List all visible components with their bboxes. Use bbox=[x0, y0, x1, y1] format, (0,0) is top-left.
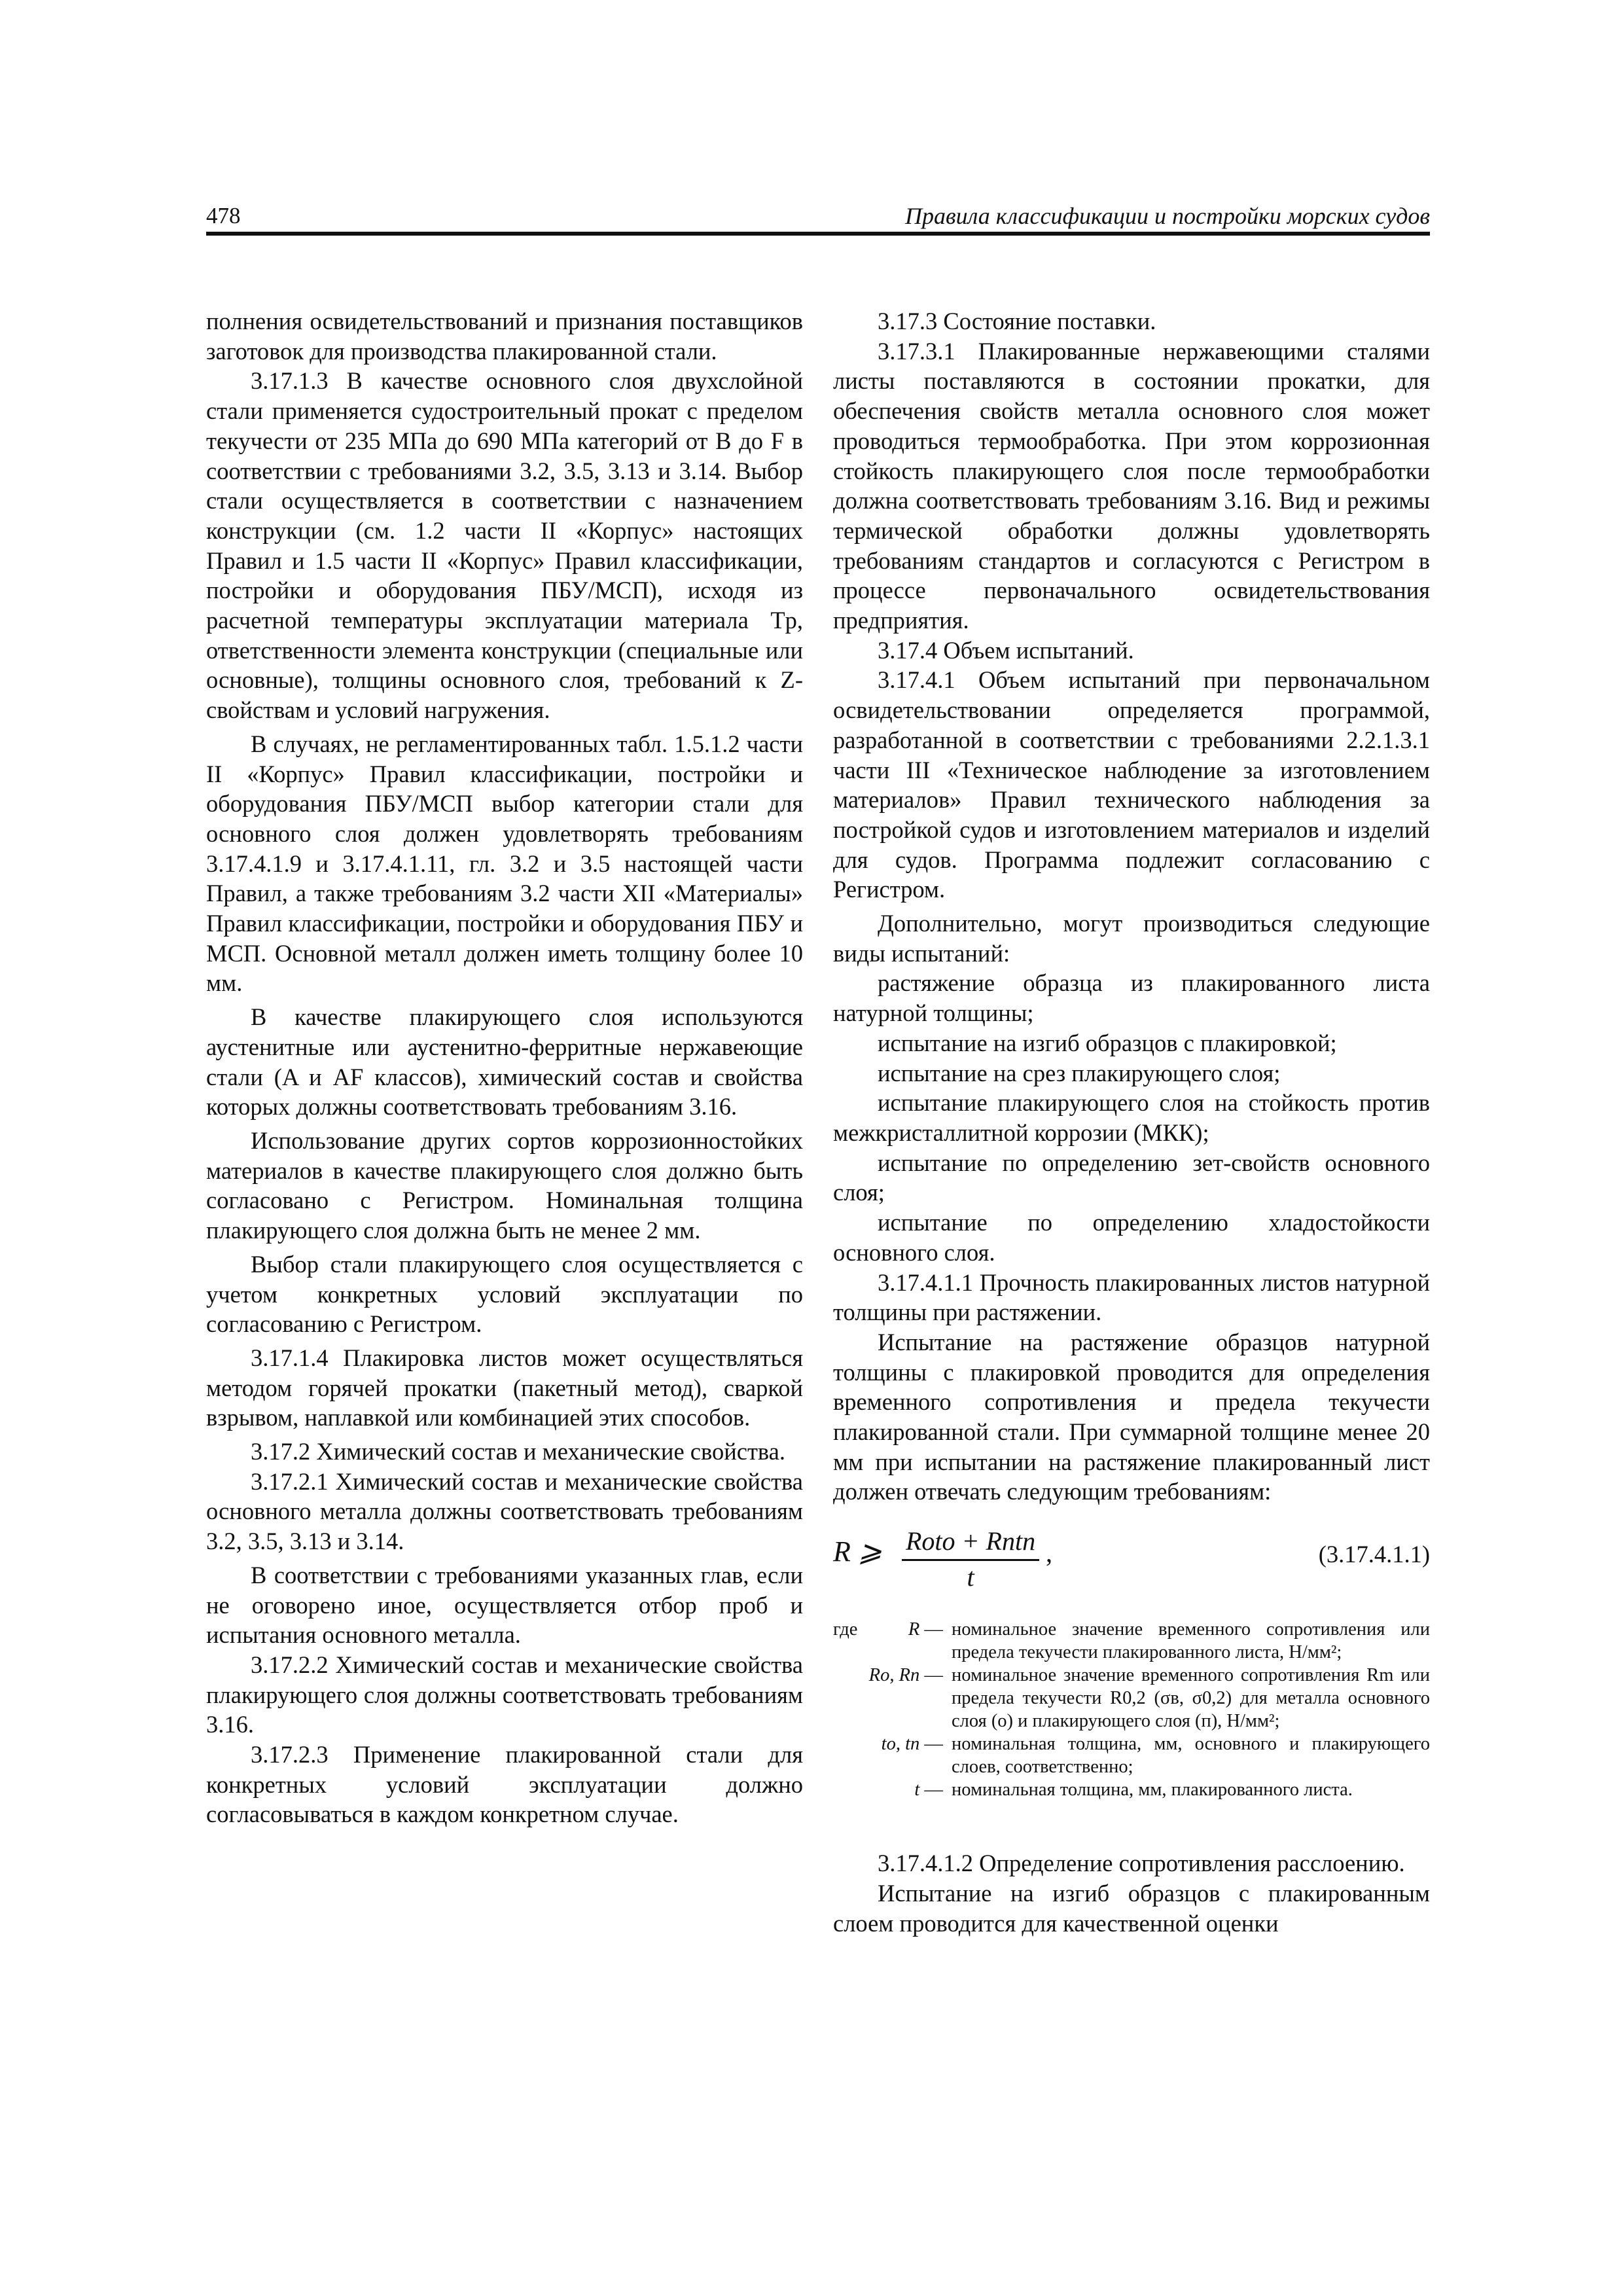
legend-text: номинальная толщина, мм, плакированного листа. bbox=[952, 1780, 1353, 1801]
legend-symbol: tо, tп bbox=[881, 1734, 920, 1755]
paragraph: 3.17.2.2 Химический состав и механические свойства плакирующего слоя должны соответствовать требованиям 3.16. bbox=[206, 1651, 803, 1738]
paragraph: Выбор стали плакирующего слоя осуществляется с учетом конкретных условий эксплуатации по согласованию с Регистром. bbox=[206, 1250, 803, 1338]
paragraph: Испытание на изгиб образцов с плакированным слоем проводится для качественной оценки bbox=[833, 1879, 1430, 1937]
formula-numerator: Rоtо + Rпtп bbox=[902, 1525, 1039, 1561]
legend-row: Rо, Rп — номинальное значение временного сопротивления Rm или предела текучести R0,2 (σв, σ0,2) для металла основного слоя (о) и плакирующего слоя (п), Н/мм²; bbox=[868, 1665, 1430, 1732]
formula-comma: , bbox=[1046, 1538, 1052, 1568]
running-title: Правила классификации и постройки морских судов bbox=[905, 203, 1430, 229]
right-column bbox=[833, 306, 1430, 1938]
paragraph: Испытание на растяжение образцов натурной толщины с плакировкой проводится для определения временного сопротивления и предела текучести плакированной стали. При суммарной толщине менее 20 мм при испытании на растяжение плакированный лист должен отвечать следующим требованиям: bbox=[833, 1328, 1430, 1505]
legend-row: tо, tп — номинальная толщина, мм, основного и плакирующего слоев, соответственно; bbox=[881, 1734, 1430, 1778]
paragraph: В соответствии с требованиями указанных глав, если не оговорено иное, осуществляется отбор проб и испытания основного металла. bbox=[206, 1561, 803, 1649]
legend-where-label: где bbox=[833, 1619, 858, 1640]
section-heading: 3.17.4.1.1 Прочность плакированных листов натурной толщины при растяжении. bbox=[833, 1268, 1430, 1326]
page-number: 478 bbox=[206, 203, 241, 228]
list-item: испытание по определению хладостойкости основного слоя. bbox=[833, 1209, 1430, 1266]
formula-fraction bbox=[902, 1525, 1039, 1594]
section-heading: 3.17.2 Химический состав и механические свойства. bbox=[251, 1438, 785, 1465]
list-item: испытание на изгиб образцов с плакировкой; bbox=[878, 1029, 1337, 1056]
list-item: испытание на срез плакирующего слоя; bbox=[878, 1059, 1281, 1086]
formula-denominator: t bbox=[967, 1562, 974, 1592]
legend-text: номинальное значение временного сопротивления или предела текучести плакированного листа, Н/мм²; bbox=[952, 1619, 1430, 1663]
paragraph: 3.17.2.3 Применение плакированной стали для конкретных условий эксплуатации должно согласовываться в каждом конкретном случае. bbox=[206, 1741, 803, 1828]
page-header bbox=[206, 202, 1430, 230]
paragraph: 3.17.3.1 Плакированные нержавеющими сталями листы поставляются в состоянии прокатки, для обеспечения свойств металла основного слоя может проводиться термообработка. При этом коррозионная стойкость плакирующего слоя после термообработки должна соответствовать требованиям 3.16. Вид и режимы термической обработки должны удовлетворять требованиям стандартов и согласуются с Регистром в процессе первоначального освидетельствования предприятия. bbox=[833, 337, 1430, 634]
formula bbox=[833, 1525, 1430, 1604]
list-item: растяжение образца из плакированного листа натурной толщины; bbox=[833, 969, 1430, 1027]
paragraph: В качестве плакирующего слоя используются аустенитные или аустенитно-ферритные нержавеющие стали (A и AF классов), химический состав и свойства которых должны соответствовать требованиям 3.16. bbox=[206, 1003, 803, 1121]
legend-text: номинальное значение временного сопротивления Rm или предела текучести R0,2 (σв, σ0,2) для металла основного слоя (о) и плакирующего слоя (п), Н/мм²; bbox=[952, 1665, 1430, 1732]
formula-legend bbox=[833, 1618, 1430, 1801]
section-heading: 3.17.4 Объем испытаний. bbox=[878, 636, 1134, 664]
paragraph: 3.17.2.1 Химический состав и механические свойства основного металла должны соответствовать требованиям 3.2, 3.5, 3.13 и 3.14. bbox=[206, 1467, 803, 1555]
paragraph: 3.17.4.1 Объем испытаний при первоначальном освидетельствовании определяется программой, разработанной в соответствии с требованиями 2.2.1.3.1 части III «Техническое наблюдение за изготовлением материалов» Правил технического наблюдения за постройкой судов и изготовлением материалов и изделий для судов. Программа подлежит согласованию с Регистром. bbox=[833, 666, 1430, 903]
legend-symbol: R bbox=[908, 1619, 920, 1640]
section-heading: 3.17.3 Состояние поставки. bbox=[878, 308, 1156, 334]
list-item: испытание плакирующего слоя на стойкость против межкристаллитной коррозии (МКК); bbox=[833, 1089, 1430, 1146]
section-heading: 3.17.4.1.2 Определение сопротивления расслоению. bbox=[878, 1850, 1405, 1877]
formula-reference: (3.17.4.1.1) bbox=[1318, 1541, 1430, 1568]
paragraph: полнения освидетельствований и признания поставщиков заготовок для производства плакированной стали. bbox=[206, 308, 803, 365]
legend-symbol: Rо, Rп bbox=[868, 1665, 920, 1686]
paragraph: В случаях, не регламентированных табл. 1.5.1.2 части II «Корпус» Правил классификации, постройки и оборудования ПБУ/МСП выбор категории стали для основного слоя должен удовлетворять требованиям 3.17.4.1.9 и 3.17.4.1.11, гл. 3.2 и 3.5 настоящей части Правил, а также требованиям 3.2 части XII «Материалы» Правил классификации, постройки и оборудования ПБУ и МСП. Основной металл должен иметь толщину более 10 мм. bbox=[206, 730, 803, 997]
formula-lhs: R ⩾ bbox=[833, 1535, 882, 1568]
paragraph: 3.17.1.4 Плакировка листов может осуществляться методом горячей прокатки (пакетный метод), сваркой взрывом, наплавкой или комбинацией этих способов. bbox=[206, 1344, 803, 1431]
legend-row: t — номинальная толщина, мм, плакированного листа. bbox=[833, 1778, 1430, 1801]
legend-row: где R — номинальное значение временного сопротивления или предела текучести плакированного листа, Н/мм²; bbox=[833, 1619, 1430, 1663]
paragraph: Дополнительно, могут производиться следующие виды испытаний: bbox=[833, 910, 1430, 967]
legend-text: номинальная толщина, мм, основного и плакирующего слоев, соответственно; bbox=[952, 1734, 1430, 1778]
paragraph: Использование других сортов коррозионностойких материалов в качестве плакирующего слоя должно быть согласовано с Регистром. Номинальная толщина плакирующего слоя должна быть не менее 2 мм. bbox=[206, 1126, 803, 1244]
paragraph: 3.17.1.3 В качестве основного слоя двухслойной стали применяется судостроительный прокат с пределом текучести от 235 МПа до 690 МПа категорий от B до F в соответствии с требованиями 3.2, 3.5, 3.13 и 3.14. Выбор стали осуществляется в соответствии с назначением конструкции (см. 1.2 части II «Корпус» настоящих Правил и 1.5 части II «Корпус» Правил классификации, постройки и оборудования ПБУ/МСП), исходя из расчетной температуры эксплуатации материала Tр, ответственности элемента конструкции (специальные или основные), толщины основного слоя, требований к Z-свойствам и условий нагружения. bbox=[206, 367, 803, 724]
left-column bbox=[206, 306, 803, 1829]
header-rule bbox=[206, 232, 1430, 236]
legend-symbol: t bbox=[914, 1780, 920, 1801]
list-item: испытание по определению зет-свойств основного слоя; bbox=[833, 1149, 1430, 1206]
